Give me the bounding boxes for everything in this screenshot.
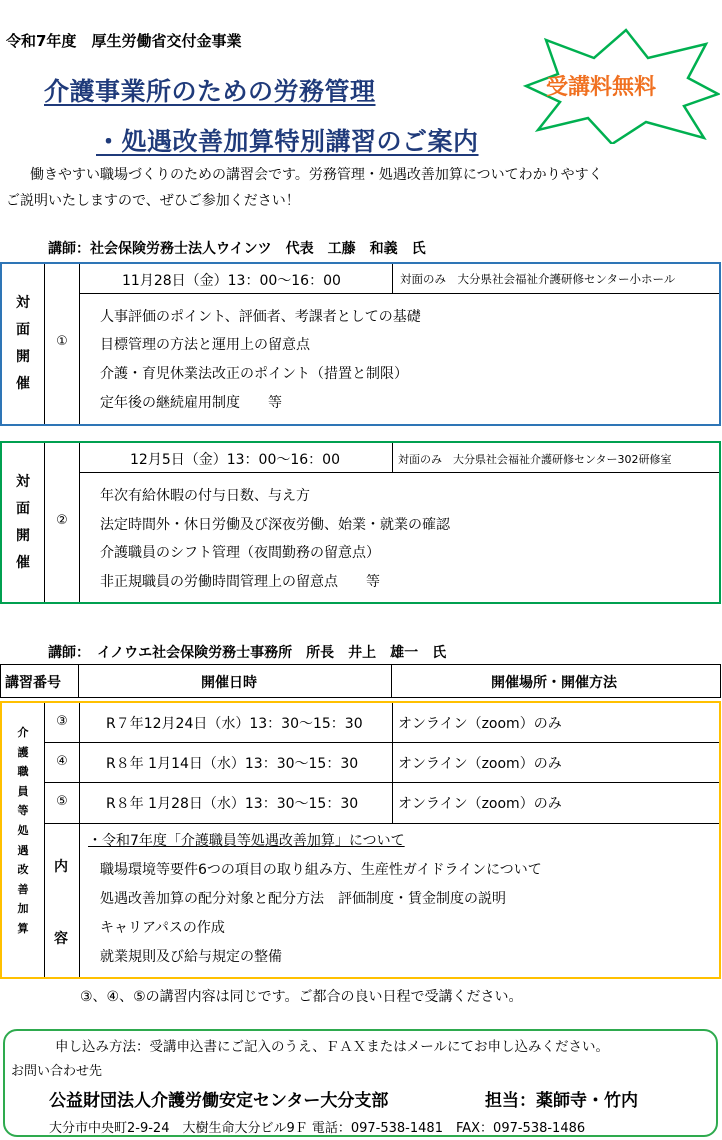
content-item: 就業規則及び給与規定の整備	[100, 949, 282, 965]
header-date: 開催日時	[201, 675, 257, 691]
content-label-2: 容	[54, 931, 68, 947]
badge-text: 受講料無料	[546, 75, 657, 100]
lecturer-1: 講師：社会保険労務士法人ウインツ 代表 工藤 和義 氏	[48, 241, 426, 257]
online-row-place: オンライン（zoom）のみ	[398, 716, 562, 732]
session-2-date: 12月5日（金）13：00〜16：00	[130, 452, 340, 468]
session-2-item: 介護職員のシフト管理（夜間勤務の留意点）	[100, 545, 380, 561]
address-contact: 大分市中央町2-9-24 大樹生命大分ビル9Ｆ 電話：097-538-1481 FAX：097-538-1486	[49, 1121, 586, 1136]
session-2-box	[0, 441, 721, 604]
staff-name: 担当：薬師寺・竹内	[485, 1091, 638, 1111]
contact-label: お問い合わせ先	[11, 1064, 103, 1079]
session-1-number: ①	[56, 334, 68, 349]
online-note: ③、④、⑤の講習内容は同じです。ご都合の良い日程で受講ください。	[80, 989, 523, 1005]
content-heading: ・令和7年度「介護職員等処遇改善加算」について	[88, 833, 405, 849]
session-2-item: 法定時間外・休日労働及び深夜労働、始業・就業の確認	[100, 517, 450, 533]
session-1-side: 対 面 開 催	[16, 295, 30, 392]
content-label-1: 内	[54, 859, 68, 875]
session-1-item: 人事評価のポイント、評価者、考課者としての基礎	[100, 309, 421, 325]
org-name: 公益財団法人介護労働安定センター大分支部	[49, 1091, 389, 1111]
session-1-item: 介護・育児休業法改正のポイント（措置と制限）	[100, 366, 408, 382]
session-1-venue: 対面のみ 大分県社会福祉介護研修センター小ホール	[400, 272, 676, 286]
session-1-date: 11月28日（金）13：00〜16：00	[122, 273, 341, 289]
page-title: 介護事業所のための労務管理	[44, 77, 376, 106]
header-place: 開催場所・開催方法	[491, 675, 617, 691]
online-row-date: R７年12月24日（水）13：30〜15：30	[106, 716, 363, 732]
session-2-item: 年次有給休暇の付与日数、与え方	[100, 488, 310, 504]
content-item: キャリアパスの作成	[100, 920, 225, 936]
online-session-box	[0, 701, 721, 979]
online-row-number: ③	[56, 714, 68, 729]
lecturer-2: 講師： イノウエ社会保険労務士事務所 所長 井上 雄一 氏	[48, 645, 447, 661]
online-side-label: 介 護 職 員 等 処 遇 改 善 加 算	[17, 726, 29, 935]
online-row-date: R８年 1月28日（水）13：30〜15：30	[106, 796, 359, 812]
footer-box	[3, 1029, 718, 1137]
apply-method: 申し込み方法：受講申込書にご記入のうえ、ＦＡＸまたはメールにてお申し込みください。	[55, 1039, 610, 1055]
session-2-number: ②	[56, 513, 68, 528]
online-row-place: オンライン（zoom）のみ	[398, 756, 562, 772]
online-row-date: R８年 1月14日（水）13：30〜15：30	[106, 756, 359, 772]
header-number: 講習番号	[5, 675, 61, 691]
session-2-venue: 対面のみ 大分県社会福祉介護研修センター302研修室	[398, 453, 672, 466]
session-1-item: 目標管理の方法と運用上の留意点	[100, 337, 310, 353]
online-row-number: ⑤	[56, 794, 68, 809]
intro-line-1: 働きやすい職場づくりのための講習会です。労務管理・処遇改善加算についてわかりやすく	[30, 167, 603, 183]
session-1-item: 定年後の継続雇用制度 等	[100, 395, 282, 411]
session-2-item: 非正規職員の労働時間管理上の留意点 等	[100, 574, 380, 590]
fiscal-line: 令和7年度 厚生労働省交付金事業	[6, 32, 242, 50]
intro-line-2: ご説明いたしますので、ぜひご参加ください！	[6, 193, 300, 209]
online-row-place: オンライン（zoom）のみ	[398, 796, 562, 812]
content-item: 職場環境等要件6つの項目の取り組み方、生産性ガイドラインについて	[100, 862, 542, 878]
online-table-header	[0, 664, 721, 698]
content-item: 処遇改善加算の配分対象と配分方法 評価制度・賃金制度の説明	[100, 891, 506, 907]
online-row-number: ④	[56, 754, 68, 769]
session-1-box	[0, 262, 721, 426]
free-badge	[516, 26, 720, 144]
page-subtitle: ・処遇改善加算特別講習のご案内	[96, 127, 479, 156]
session-2-side: 対 面 開 催	[16, 474, 30, 571]
